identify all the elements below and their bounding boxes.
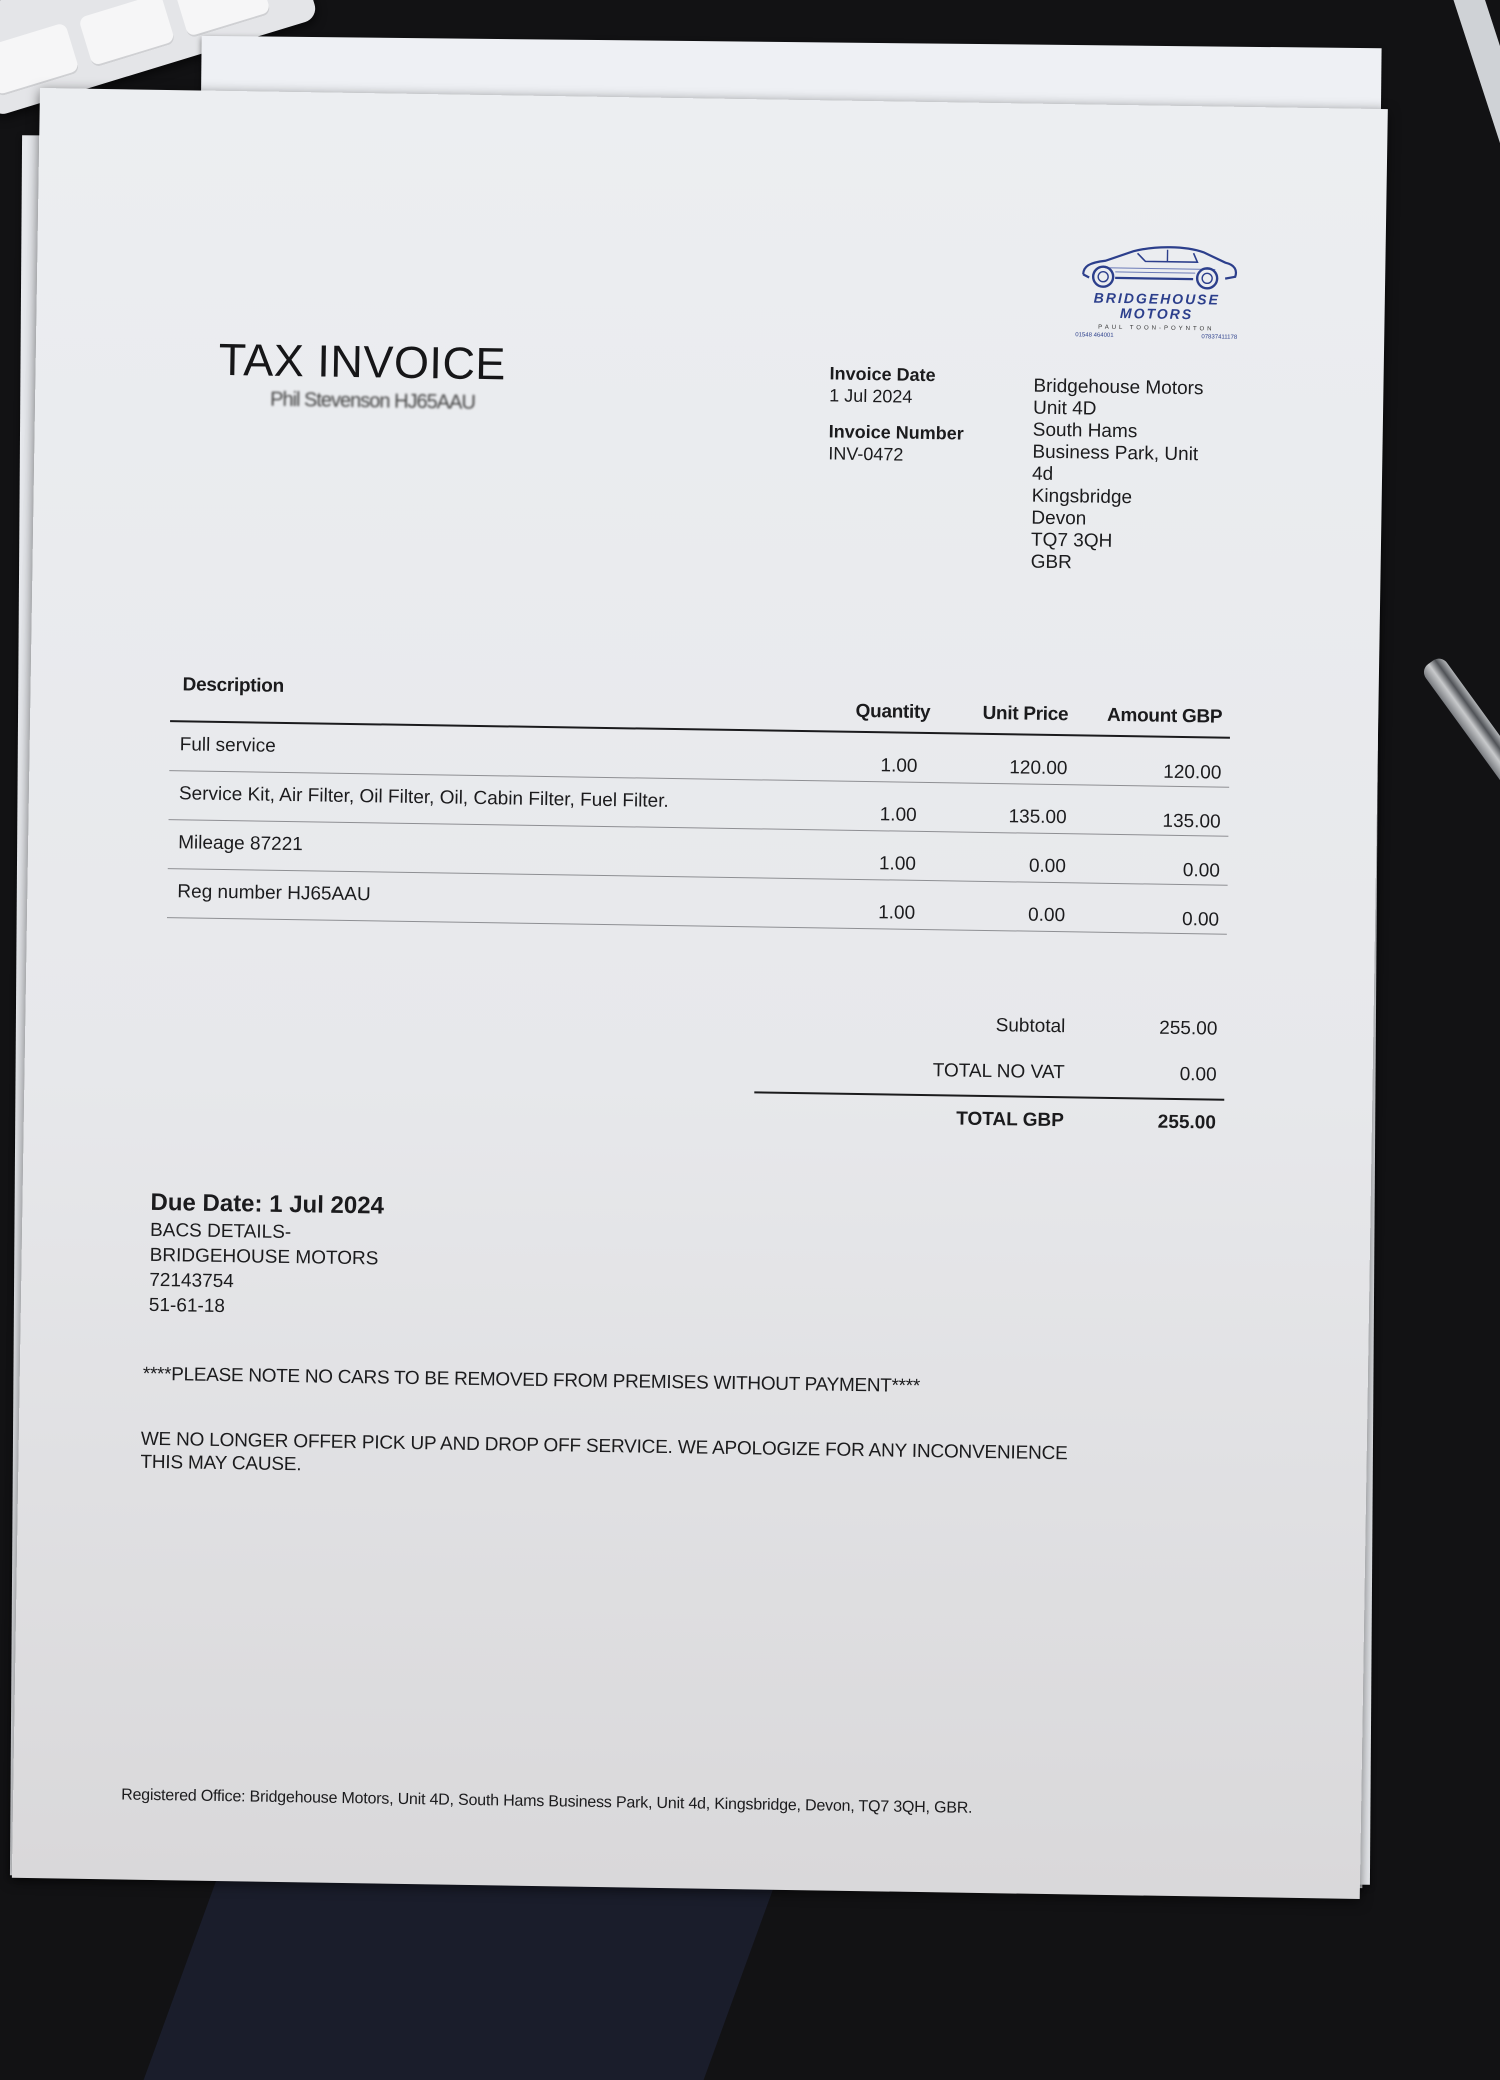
address-line: Unit 4D <box>1032 397 1097 420</box>
vat-value: 0.00 <box>1179 1064 1217 1086</box>
car-icon <box>1074 240 1240 293</box>
logo-phones <box>1071 332 1241 341</box>
bacs-label: BACS DETAILS- <box>149 1219 292 1244</box>
cell-unit-price: 0.00 <box>1027 904 1066 927</box>
header-description: Description <box>182 674 285 697</box>
cell-description: Mileage 87221 <box>177 832 303 856</box>
pen <box>1420 655 1500 881</box>
supplier-address <box>1030 376 1203 577</box>
address-line: 4d <box>1031 463 1054 485</box>
address-line: Business Park, Unit <box>1032 441 1199 466</box>
removal-notice: ****PLEASE NOTE NO CARS TO BE REMOVED FROM PREMISES WITHOUT PAYMENT**** <box>142 1363 921 1397</box>
cell-quantity: 1.00 <box>880 755 918 777</box>
cell-quantity: 1.00 <box>879 804 917 826</box>
cell-unit-price: 0.00 <box>1028 855 1067 878</box>
cell-description: Full service <box>179 734 276 757</box>
subtotal-row <box>755 999 1226 1052</box>
logo-name-line2: MOTORS <box>1119 304 1194 323</box>
header-quantity: Quantity <box>855 700 931 724</box>
logo-name-line1: BRIDGEHOUSE <box>1093 289 1221 308</box>
document-title: TAX INVOICE <box>218 333 507 390</box>
address-line: Bridgehouse Motors <box>1033 375 1204 400</box>
invoice-number: INV-0472 <box>828 443 904 465</box>
invoice-date: 1 Jul 2024 <box>829 385 913 407</box>
cell-amount: 135.00 <box>1162 810 1221 833</box>
payment-details <box>149 1188 384 1322</box>
customer-line: Phil Stevenson HJ65AAU <box>269 388 476 414</box>
due-date: Due Date: 1 Jul 2024 <box>150 1188 385 1220</box>
header-amount: Amount GBP <box>1106 704 1223 728</box>
total-row <box>754 1091 1225 1146</box>
cell-amount: 120.00 <box>1163 761 1222 784</box>
logo-owner: PAUL TOON-POYNTON <box>1098 324 1215 333</box>
total-value: 255.00 <box>1157 1111 1217 1134</box>
cell-quantity: 1.00 <box>877 902 916 924</box>
line-items-table <box>167 670 1231 935</box>
cell-amount: 0.00 <box>1182 860 1221 882</box>
address-line: GBR <box>1030 551 1073 574</box>
company-logo <box>1071 240 1243 341</box>
address-line: Kingsbridge <box>1031 485 1133 509</box>
invoice-page <box>12 88 1388 1899</box>
total-label: TOTAL GBP <box>956 1108 1065 1132</box>
address-line: TQ7 3QH <box>1030 529 1113 552</box>
cell-quantity: 1.00 <box>878 853 917 875</box>
vat-row <box>754 1045 1225 1098</box>
invoice-number-label: Invoice Number <box>828 421 964 444</box>
background-fabric <box>144 1880 777 2080</box>
registered-office-footer: Registered Office: Bridgehouse Motors, Unit 4D, South Hams Business Park, Unit 4d, Kingsbridge, Devon, TQ7 3QH, GBR. <box>121 1786 973 1817</box>
subtotal-value: 255.00 <box>1159 1017 1218 1040</box>
cell-unit-price: 135.00 <box>1008 806 1067 829</box>
address-line: Devon <box>1031 507 1087 530</box>
pickup-notice: WE NO LONGER OFFER PICK UP AND DROP OFF SERVICE. WE APOLOGIZE FOR ANY INCONVENIENCE THIS MAY CAUSE. <box>140 1428 1068 1476</box>
address-line: South Hams <box>1032 419 1138 443</box>
account-name: BRIDGEHOUSE MOTORS <box>149 1244 379 1270</box>
invoice-date-label: Invoice Date <box>829 363 936 386</box>
invoice-meta <box>828 362 965 466</box>
vat-label: TOTAL NO VAT <box>932 1060 1065 1084</box>
keyboard-key <box>0 22 80 97</box>
cell-amount: 0.00 <box>1181 909 1220 931</box>
keyboard-key <box>174 0 271 39</box>
cell-unit-price: 120.00 <box>1009 757 1068 780</box>
totals-block <box>754 999 1226 1146</box>
cell-description: Service Kit, Air Filter, Oil Filter, Oil, Cabin Filter, Fuel Filter. <box>178 783 669 812</box>
sort-code: 51-61-18 <box>148 1294 226 1318</box>
header-unit-price: Unit Price <box>982 702 1069 726</box>
subtotal-label: Subtotal <box>995 1015 1066 1038</box>
monitor-stand <box>1451 0 1500 238</box>
cell-description: Reg number HJ65AAU <box>177 881 371 906</box>
logo-phone-1: 01548 464001 <box>1075 332 1114 339</box>
keyboard-key <box>78 0 175 68</box>
logo-phone-2: 07837411178 <box>1201 334 1238 341</box>
account-number: 72143754 <box>149 1269 234 1293</box>
